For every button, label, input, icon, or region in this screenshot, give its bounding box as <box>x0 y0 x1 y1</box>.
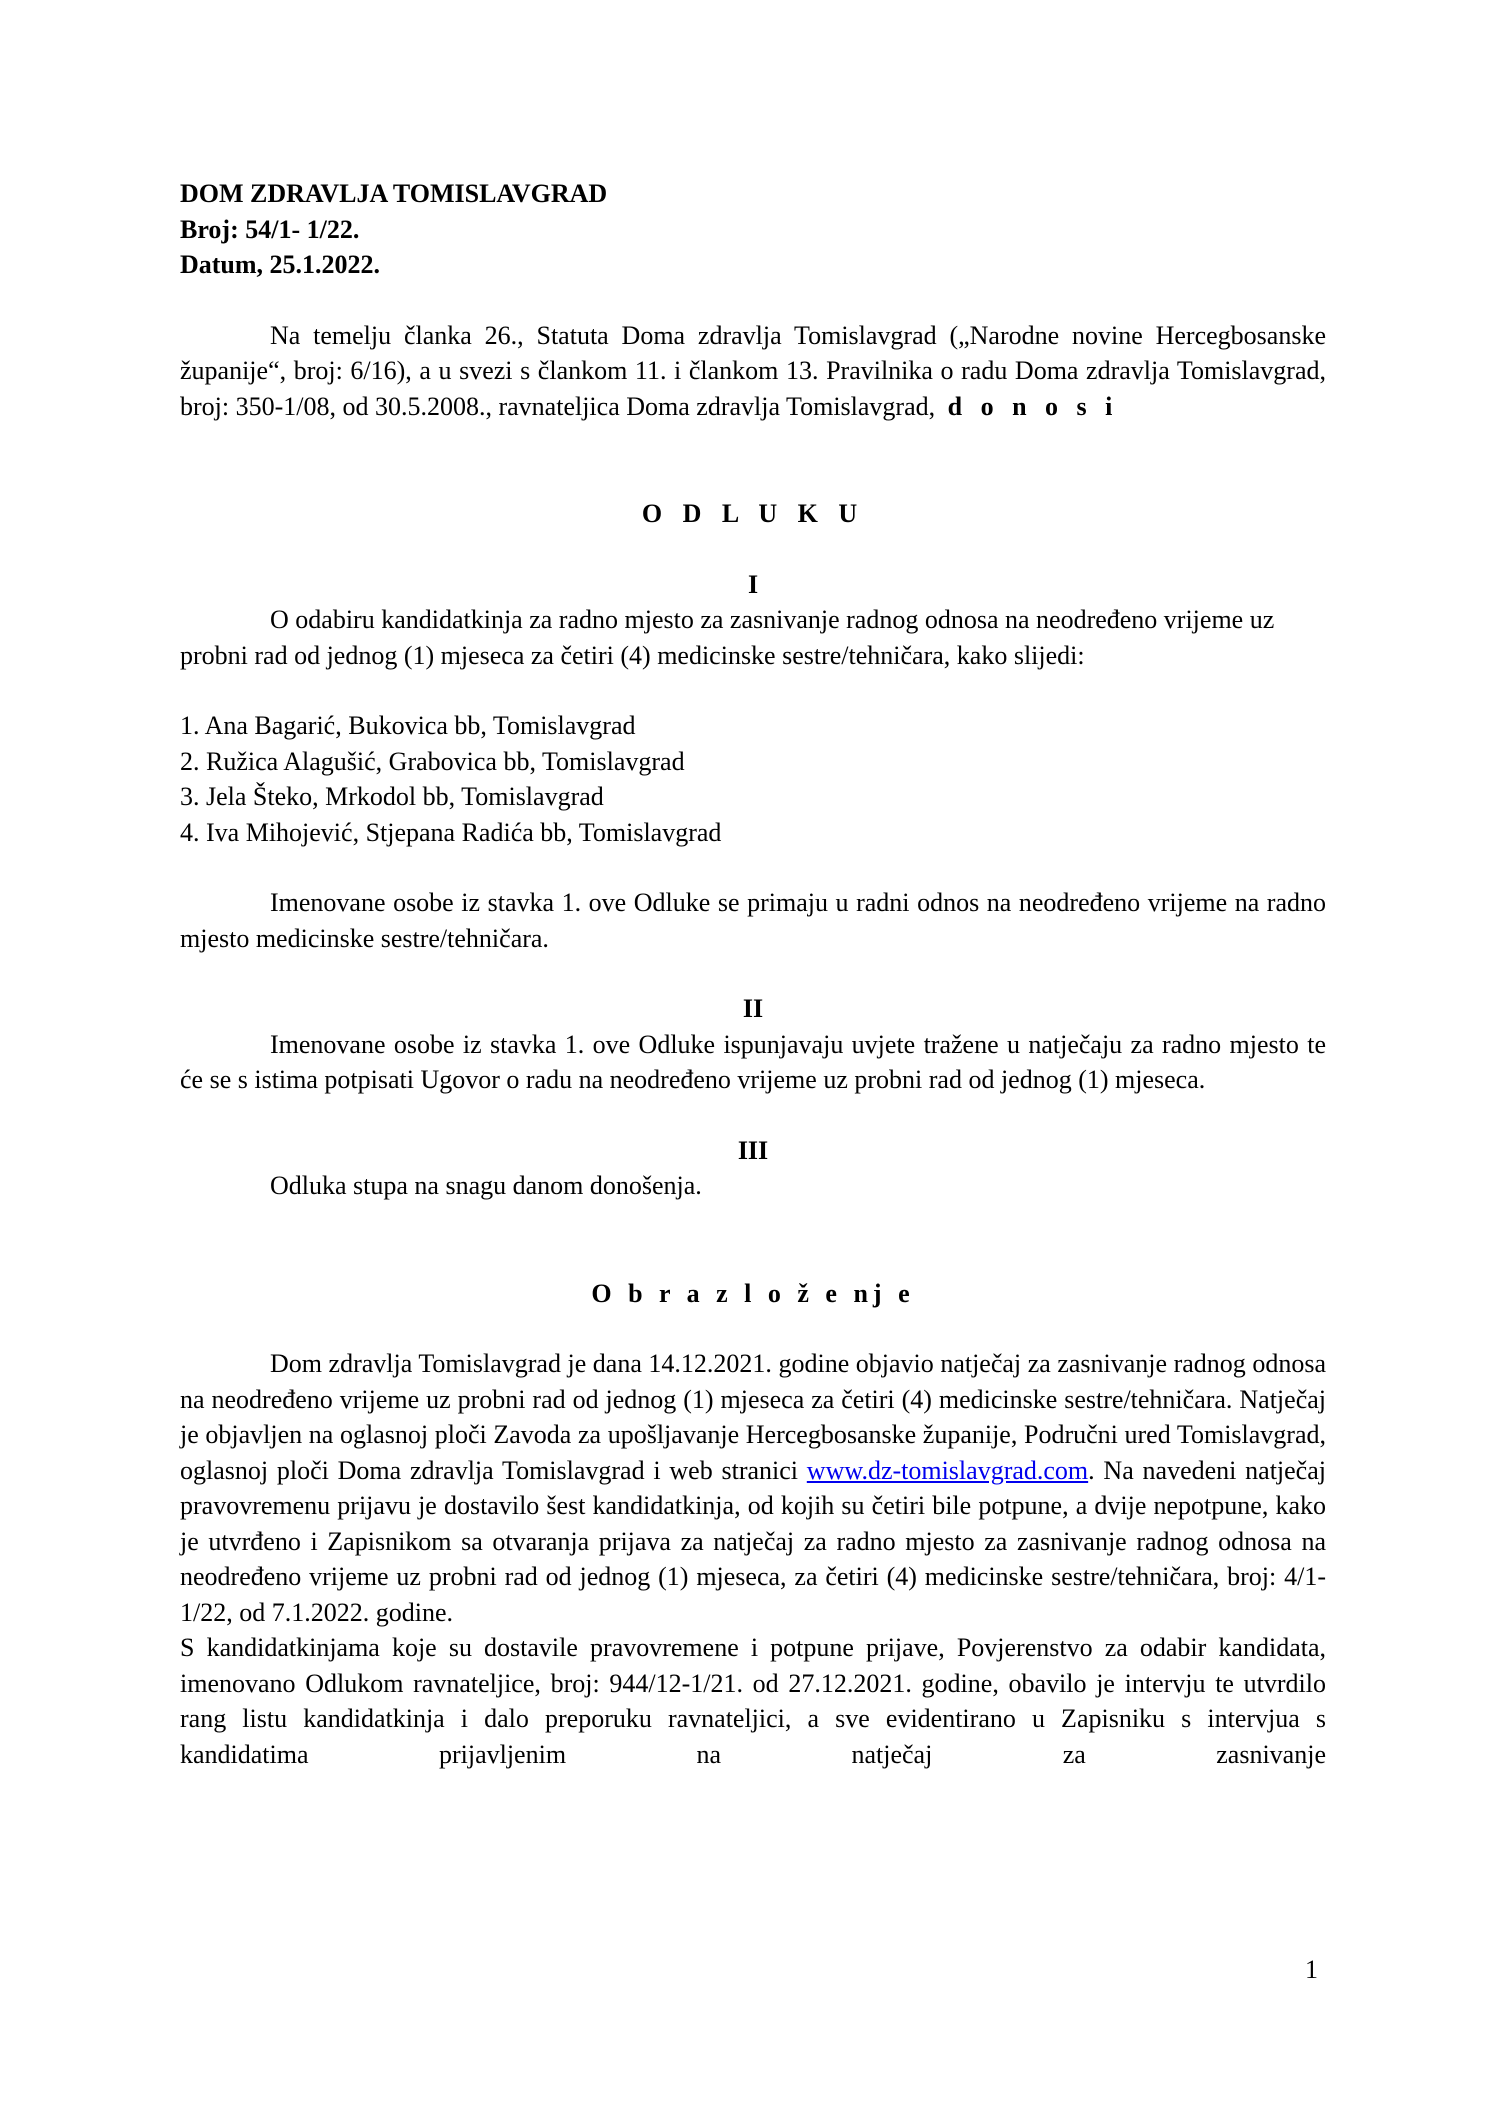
section-2-text: Imenovane osobe iz stavka 1. ove Odluke ispunjavaju uvjete tražene u natječaju za radno mjesto te će se s istima potpisati Ugovor o radu na neodređeno vrijeme uz probni rad od jednog (1) mjeseca. <box>180 1029 1326 1094</box>
candidate-list-item: 4. Iva Mihojević, Stjepana Radića bb, Tomislavgrad <box>180 817 722 847</box>
candidate-list-item: 3. Jela Šteko, Mrkodol bb, Tomislavgrad <box>180 782 604 811</box>
section-2-numeral: II <box>742 994 764 1023</box>
section-1-numeral: I <box>747 569 759 599</box>
preamble <box>180 318 1326 425</box>
candidate-list-item: 1. Ana Bagarić, Bukovica bb, Tomislavgrad <box>180 711 636 740</box>
explanation-paragraph-2: S kandidatkinjama koje su dostavile pravovremene i potpune prijave, Povjerenstvo za odabir kandidata, imenovano Odlukom ravnateljice, broj: 944/12-1/21. od 27.12.2021. godine, obavilo je intervju te utvrdilo rang listu kandidatkinja i dalo preporuku ravnateljici, a sve evidentirano u Zapisniku s intervjua s kandidatima prijavljenim na natječaj za zasnivanje <box>180 1633 1326 1769</box>
section-3-numeral: III <box>737 1135 769 1165</box>
document-number: Broj: 54/1- 1/22. <box>180 214 360 244</box>
institution-name: DOM ZDRAVLJA TOMISLAVGRAD <box>180 179 608 208</box>
preamble-verb: d o n o s i <box>947 391 1119 421</box>
section-1-outro: Imenovane osobe iz stavka 1. ove Odluke se primaju u radni odnos na neodređeno vrijeme na radno mjesto medicinske sestre/tehničara. <box>180 888 1326 953</box>
preamble-text: Na temelju članka 26., Statuta Doma zdravlja Tomislavgrad („Narodne novine Hercegbosanske županije“, broj: 6/16), a u svezi s člankom 11. i člankom 13. Pravilnika o radu Doma zdravlja Tomislavgrad, broj: 350-1/08, od 30.5.2008., ravnateljica Doma zdravlja Tomislavgrad, <box>180 320 1326 421</box>
candidate-list-item: 2. Ružica Alagušić, Grabovica bb, Tomislavgrad <box>180 746 685 776</box>
document-page <box>180 176 1326 1772</box>
section-1-intro: O odabiru kandidatkinja za radno mjesto za zasnivanje radnog odnosa na neodređeno vrijeme uz probni rad od jednog (1) mjeseca za četiri (4) medicinske sestre/tehničara, kako slijedi: <box>180 605 1275 670</box>
explanation-text: Dom zdravlja Tomislavgrad je dana 14.12.2021. godine objavio natječaj za zasnivanje radnog odnosa na neodređeno vrijeme uz probni rad od jednog (1) mjeseca za četiri (4) medicinske sestre/tehničara. Natječaj je objavljen na oglasnoj ploči Zavoda za upošljavanje Hercegbosanske županije, Područni ured Tomislavgrad, oglasnoj ploči Doma zdravlja Tomislavgrad i web stranici <box>180 1349 1326 1485</box>
section-3-text: Odluka stupa na snagu danom donošenja. <box>270 1171 702 1200</box>
page-number: 1 <box>1305 1955 1318 1984</box>
explanation-title: O b r a z l o ž e nj e <box>591 1278 915 1308</box>
explanation-text: . Na navedeni natječaj pravovremenu prijavu je dostavilo šest kandidatkinja, od kojih su četiri bile potpune, a dvije nepotpune, kako je utvrđeno i Zapisnikom sa otvaranja prijava za natječaj za radno mjesto za zasnivanje radnog odnosa na neodređeno vrijeme uz probni rad od jednog (1) mjeseca, za četiri (4) medicinske sestre/tehničara, broj: 4/1-1/22, od 7.1.2022. godine. <box>180 1455 1326 1627</box>
decision-title: O D L U K U <box>641 499 865 528</box>
explanation-paragraph-1 <box>180 1346 1326 1630</box>
website-link[interactable]: www.dz-tomislavgrad.com <box>806 1455 1089 1485</box>
document-date: Datum, 25.1.2022. <box>180 250 381 279</box>
